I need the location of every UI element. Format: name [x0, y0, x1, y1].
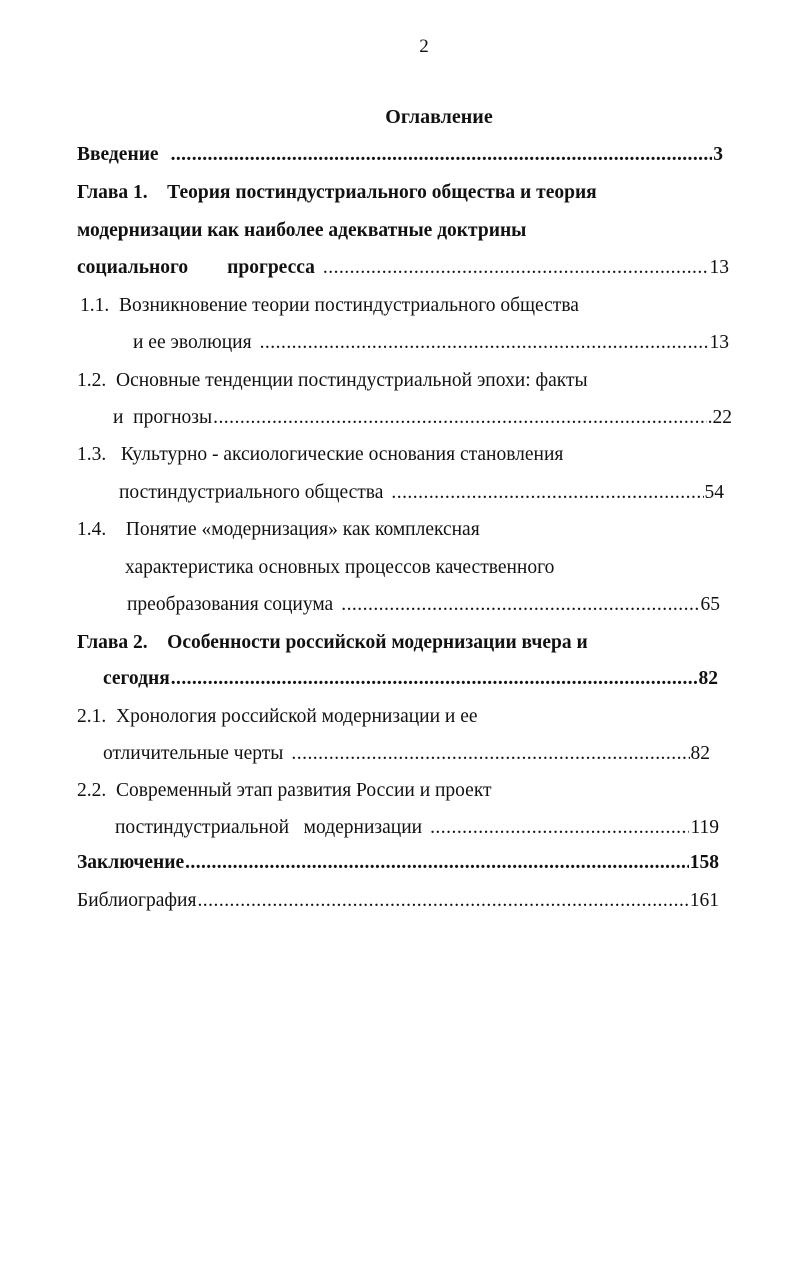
toc-chapter-2-last: [103, 666, 718, 692]
toc-section-1-2-last: [113, 405, 732, 431]
dot-leader: [430, 815, 689, 841]
toc-entry-label: постиндустриального общества: [119, 482, 384, 503]
toc-entry-bibliography: [77, 888, 719, 914]
toc-section-2-1-line-1: 2.1. Хронология российской модернизации и ее: [77, 706, 478, 727]
toc-page-number: 13: [709, 257, 729, 278]
toc-entry-label: Заключение: [77, 852, 185, 873]
dot-leader: [185, 850, 689, 876]
dot-leader: [291, 741, 689, 767]
toc-section-1-4-line-2: характеристика основных процессов качественного: [125, 557, 555, 578]
toc-section-1-3-line-1: 1.3. Культурно - аксиологические основания становления: [77, 444, 564, 465]
dot-leader: [197, 888, 688, 914]
toc-entry-label: отличительные черты: [103, 743, 284, 764]
toc-page-number: 158: [689, 852, 719, 873]
dot-leader: [323, 255, 709, 281]
toc-section-1-4-last: [127, 592, 720, 618]
dot-leader: [341, 592, 699, 618]
toc-section-2-1-last: [103, 741, 710, 767]
toc-page-number: 119: [690, 817, 719, 838]
toc-page-number: 82: [690, 743, 710, 764]
toc-entry-label: преобразования социума: [127, 594, 334, 615]
toc-section-1-1-last: [133, 330, 729, 356]
toc-page-number: 161: [689, 890, 719, 911]
toc-entry-label: постиндустриальной модернизации: [115, 817, 423, 838]
dot-leader: [171, 666, 698, 692]
toc-page-number: 3: [713, 144, 723, 165]
toc-page-number: 13: [709, 332, 729, 353]
dot-leader: [171, 142, 713, 168]
toc-section-1-2-line-1: 1.2. Основные тенденции постиндустриальной эпохи: факты: [77, 370, 588, 391]
toc-entry-intro: [77, 142, 723, 168]
toc-section-2-2-line-1: 2.2. Современный этап развития России и проект: [77, 780, 492, 801]
toc-entry-conclusion: [77, 850, 719, 876]
toc-entry-label: сегодня: [103, 668, 170, 689]
toc-entry-label: Введение: [77, 144, 159, 165]
dot-leader: [391, 480, 703, 506]
toc-entry-label: социального прогресса: [77, 257, 315, 278]
toc-chapter-1-line-1: Глава 1. Теория постиндустриального общества и теория: [77, 182, 597, 203]
toc-chapter-2-line-1: Глава 2. Особенности российской модернизации вчера и: [77, 632, 588, 653]
toc-page-number: .22: [707, 407, 732, 428]
toc-section-2-2-last: [115, 815, 719, 841]
toc-entry-label: и прогнозы: [113, 407, 213, 428]
toc-chapter-1-line-2: модернизации как наиболее адекватные доктрины: [77, 220, 527, 241]
page-number: 2: [419, 36, 429, 57]
dot-leader: [213, 405, 707, 431]
toc-title: Оглавление: [385, 106, 493, 128]
toc-entry-label: и ее эволюция: [133, 332, 252, 353]
toc-section-1-3-last: [119, 480, 724, 506]
toc-page-number: 65: [700, 594, 720, 615]
toc-chapter-1-last: [77, 255, 729, 281]
toc-entry-label: Библиография: [77, 890, 197, 911]
toc-section-1-1-line-1: 1.1. Возникновение теории постиндустриального общества: [80, 295, 579, 316]
toc-page-number: 82: [698, 668, 718, 689]
toc-page-number: 54: [704, 482, 724, 503]
toc-section-1-4-line-1: 1.4. Понятие «модернизация» как комплексная: [77, 519, 480, 540]
dot-leader: [260, 330, 709, 356]
